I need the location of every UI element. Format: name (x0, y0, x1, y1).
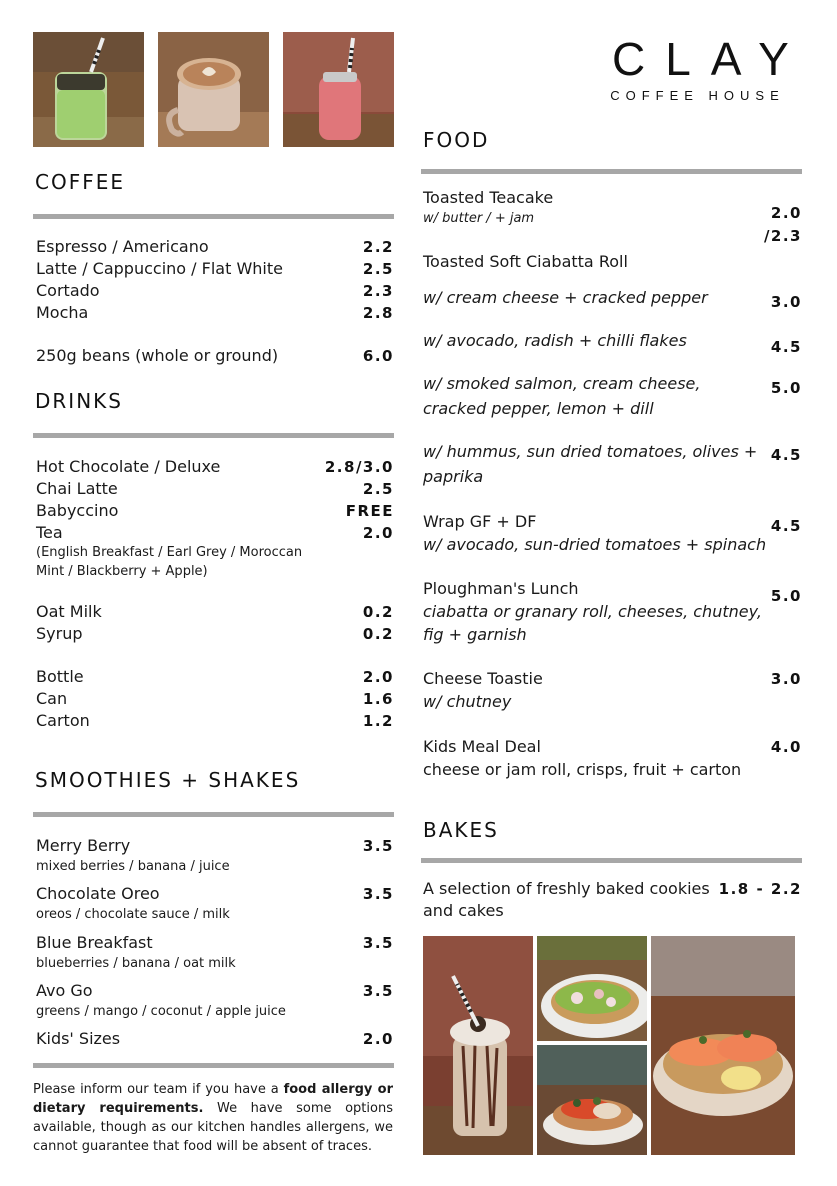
photo-green-smoothie (33, 32, 144, 147)
menu-item-price: 5.0 (770, 379, 802, 397)
menu-item-option: w/ hummus, sun dried tomatoes, olives + (423, 442, 758, 461)
menu-item-name: Cheese Toastie (423, 669, 543, 688)
menu-item-price: 2.2 (362, 238, 394, 256)
tea-note: (English Breakfast / Earl Grey / Moroccan (36, 545, 303, 560)
menu-item-name: Cortado (36, 281, 100, 300)
menu-item-price: 3.5 (362, 934, 394, 952)
logo-word: CLAY (612, 33, 809, 85)
menu-item-desc: fig + garnish (423, 625, 527, 644)
section-heading-coffee: COFFEE (35, 170, 125, 194)
menu-item-desc: blueberries / banana / oat milk (36, 956, 236, 971)
menu-item-price: FREE (345, 502, 394, 520)
photo-salmon-bagel (651, 936, 795, 1155)
menu-item-name: Merry Berry (36, 836, 131, 855)
divider (33, 433, 394, 438)
section-heading-smoothies: SMOOTHIES + SHAKES (35, 768, 301, 792)
menu-item-price: 2.5 (362, 480, 394, 498)
menu-item-name: Latte / Cappuccino / Flat White (36, 259, 283, 278)
menu-item-price: 2.0 (362, 524, 394, 542)
menu-item-desc: oreos / chocolate sauce / milk (36, 907, 230, 922)
menu-item-price: 6.0 (362, 347, 394, 365)
logo-subtitle: COFFEE HOUSE (610, 88, 785, 103)
photo-latte (158, 32, 269, 147)
menu-item-name: Kids' Sizes (36, 1029, 121, 1048)
menu-item-price: 3.5 (362, 885, 394, 903)
menu-item-price: 3.5 (362, 837, 394, 855)
menu-item-name: Can (36, 689, 68, 708)
menu-item-option: w/ avocado, radish + chilli flakes (423, 331, 687, 350)
menu-item-name: 250g beans (whole or ground) (36, 346, 279, 365)
divider (421, 858, 802, 863)
menu-item-price: 4.5 (770, 338, 802, 356)
menu-item-price: 1.6 (362, 690, 394, 708)
menu-item-name: Toasted Soft Ciabatta Roll (423, 252, 628, 271)
menu-item-price: 2.0 (770, 204, 802, 222)
menu-item-price: /2.3 (763, 227, 802, 245)
menu-item-name: Ploughman's Lunch (423, 579, 579, 598)
menu-item-name: Avo Go (36, 981, 93, 1000)
section-heading-bakes: BAKES (423, 818, 499, 842)
menu-item-price: 2.3 (362, 282, 394, 300)
menu-item-desc: w/ avocado, sun-dried tomatoes + spinach (423, 535, 767, 554)
menu-item-price: 4.0 (770, 738, 802, 756)
photo-pink-smoothie (283, 32, 394, 147)
photo-avocado-toast (537, 936, 647, 1041)
menu-item-price: 3.5 (362, 982, 394, 1000)
allergy-notice: Please inform our team if you have a food allergy or dietary requirements. We have some options available, though as our kitchen handles allergens, we cannot guarantee that food will be absent of traces. (33, 1082, 393, 1154)
menu-item-name: Carton (36, 711, 90, 730)
menu-item-price: 1.8 - 2.2 (718, 880, 802, 898)
menu-item-price: 0.2 (362, 603, 394, 621)
menu-item-name: Oat Milk (36, 602, 102, 621)
menu-item-name: Bottle (36, 667, 84, 686)
bakes-description: A selection of freshly baked cookies (423, 879, 710, 898)
menu-item-name: Babyccino (36, 501, 119, 520)
menu-item-desc: ciabatta or granary roll, cheeses, chutney, (423, 602, 762, 621)
menu-item-name: Blue Breakfast (36, 933, 153, 952)
menu-item-desc: greens / mango / coconut / apple juice (36, 1004, 286, 1019)
menu-item-option: w/ cream cheese + cracked pepper (423, 288, 708, 307)
menu-item-price: 2.0 (362, 668, 394, 686)
menu-item-name: Hot Chocolate / Deluxe (36, 457, 221, 476)
divider (33, 1063, 394, 1068)
menu-item-name: Tea (36, 523, 63, 542)
logo (592, 33, 809, 103)
bakes-description: and cakes (423, 901, 504, 920)
divider (421, 169, 802, 174)
menu-item-option: w/ smoked salmon, cream cheese, (423, 374, 701, 393)
menu-item-name: Espresso / Americano (36, 237, 209, 256)
photo-hummus-toast (537, 1045, 647, 1155)
menu-item-name: Syrup (36, 624, 83, 643)
menu-item-desc: w/ chutney (423, 692, 512, 711)
menu-item-name: Mocha (36, 303, 89, 322)
menu-item-price: 4.5 (770, 446, 802, 464)
menu-item-option: paprika (423, 467, 484, 486)
menu-item-desc: mixed berries / banana / juice (36, 859, 230, 874)
menu-item-price: 2.5 (362, 260, 394, 278)
menu-item-name: Chocolate Oreo (36, 884, 160, 903)
menu-item-desc: w/ butter / + jam (423, 211, 535, 226)
divider (33, 214, 394, 219)
divider (33, 812, 394, 817)
section-heading-food: FOOD (423, 128, 490, 152)
menu-item-price: 2.0 (362, 1030, 394, 1048)
photo-shake (423, 936, 533, 1155)
tea-note: Mint / Blackberry + Apple) (36, 564, 208, 579)
menu-item-price: 4.5 (770, 517, 802, 535)
menu-item-price: 2.8/3.0 (324, 458, 394, 476)
menu-item-name: Chai Latte (36, 479, 118, 498)
section-heading-drinks: DRINKS (35, 389, 123, 413)
menu-item-price: 5.0 (770, 587, 802, 605)
menu-item-option: cracked pepper, lemon + dill (423, 399, 654, 418)
menu-item-name: Toasted Teacake (423, 188, 554, 207)
menu-item-price: 0.2 (362, 625, 394, 643)
menu-item-name: Kids Meal Deal (423, 737, 541, 756)
menu-item-price: 3.0 (770, 293, 802, 311)
menu-item-desc: cheese or jam roll, crisps, fruit + carton (423, 760, 742, 779)
menu-item-price: 2.8 (362, 304, 394, 322)
menu-item-price: 1.2 (362, 712, 394, 730)
menu-item-price: 3.0 (770, 670, 802, 688)
menu-item-name: Wrap GF + DF (423, 512, 537, 531)
